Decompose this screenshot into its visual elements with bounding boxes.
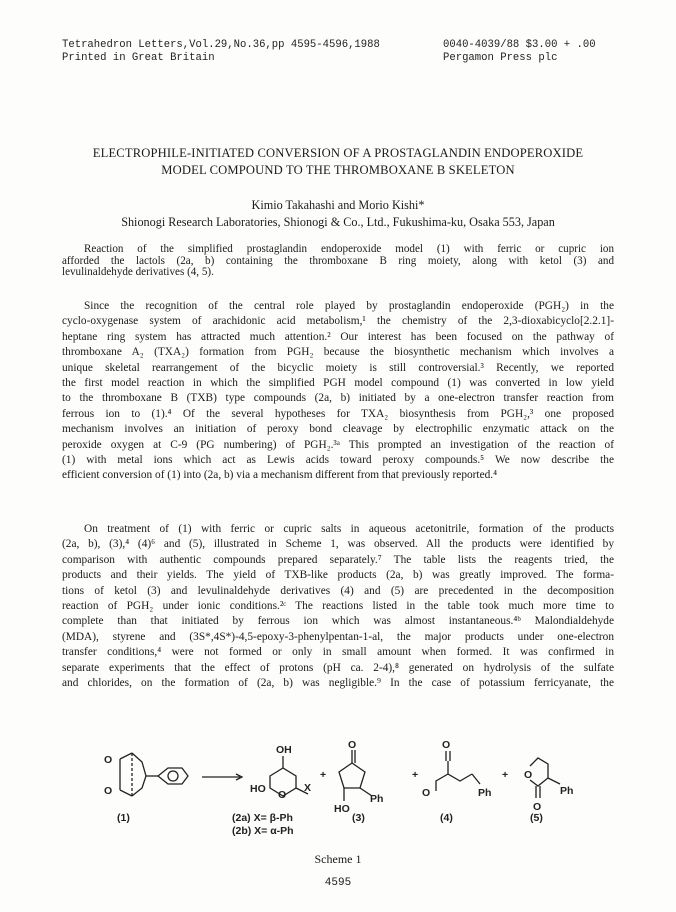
- plus-sign: +: [502, 769, 509, 781]
- body-line: reaction of PGH₂ under ionic conditions.²ᶜ The reactions listed in the table took much more time to: [62, 599, 614, 612]
- abstract-line: Reaction of the simplified prostaglandin endoperoxide model (1) with ferric or cupric ion: [84, 243, 614, 255]
- body-paragraph-1: [62, 299, 614, 484]
- body-line: (2a, b), (3),⁴ (4)⁶ and (5), illustrated in Scheme 1, was observed. All the products were identified by: [62, 538, 614, 551]
- compound-label-4: (4): [440, 812, 453, 824]
- body-line: comparison with authentic compounds prepared separately.⁷ The table lists the reagents tried, the: [62, 553, 614, 566]
- body-line: tions of ketol (3) and levulinaldehyde derivatives (4) and (5) are precedented in the decomposition: [62, 584, 614, 597]
- body-line: complete than that initiated by ferrous ion which was almost instantaneous.⁴ᵇ Malondialdehyde: [62, 615, 614, 628]
- printed-in-line: Printed in Great Britain: [62, 52, 215, 64]
- compound-label-2a: (2a) X= β-Ph: [232, 812, 293, 824]
- compound-2-structure: [270, 756, 308, 796]
- body-line: ferrous ion to (1).⁴ Of the several hypotheses for TXA₂ biosynthesis from PGH₂,³ one proposed: [62, 407, 614, 420]
- affiliation: Shionogi Research Laboratories, Shionogi & Co., Ltd., Fukushima-ku, Osaka 553, Japan: [121, 215, 555, 229]
- body-line: cyclo-oxygenase system of arachidonic acid metabolism,¹ the chemistry of the 2,3-dioxabicyclo[2.2.1]-: [62, 315, 614, 328]
- publisher-line: Pergamon Press plc: [443, 52, 558, 64]
- plus-sign: +: [320, 769, 327, 781]
- atom-label: X: [304, 782, 312, 794]
- atom-label: O: [348, 739, 357, 751]
- atom-label: O: [442, 739, 451, 751]
- citation-line: Tetrahedron Letters,Vol.29,No.36,pp 4595-4596,1988: [62, 39, 380, 51]
- abstract-line: levulinaldehyde derivatives (4, 5).: [62, 266, 214, 278]
- scheme-caption: Scheme 1: [314, 852, 362, 866]
- compound-label-3: (3): [352, 812, 365, 824]
- atom-label: Ph: [478, 787, 492, 799]
- compound-label-5: (5): [530, 812, 543, 824]
- body-line: peroxide oxygen at C-9 (PG numbering) of PGH₂.³ᵃ This prompted an investigation of the reaction of: [62, 438, 614, 451]
- atom-label: O: [104, 754, 113, 766]
- atom-label: HO: [250, 783, 266, 795]
- body-paragraph-2: [62, 522, 614, 691]
- issn-price-line: 0040-4039/88 $3.00 + .00: [443, 39, 596, 51]
- journal-code: [443, 39, 596, 65]
- title-line-1: ELECTROPHILE-INITIATED CONVERSION OF A PROSTAGLANDIN ENDOPEROXIDE: [92, 146, 584, 160]
- atom-label: Ph: [560, 785, 574, 797]
- compound-1-structure: [120, 753, 188, 796]
- abstract: [62, 244, 614, 279]
- atom-label: O: [422, 787, 431, 799]
- compound-4-structure: [436, 751, 480, 791]
- body-line: Since the recognition of the central role played by prostaglandin endoperoxide (PGH₂) in the: [84, 300, 614, 312]
- author-block: [30, 197, 646, 231]
- body-line: transfer conditions,⁴ were not formed or only in small amount when formed. It was confirmed in: [62, 646, 614, 659]
- atom-label: O: [524, 769, 533, 781]
- paper-title: [30, 145, 646, 179]
- atom-label: O: [104, 785, 113, 797]
- body-line: unique skeletal rearrangement of the bicyclic moiety is still controversial.³ Recently, we reported: [62, 361, 614, 374]
- body-line: products and their yields. The yield of TXB-like products (2a, b) was greatly improved. The forma-: [62, 569, 614, 582]
- atom-label: OH: [276, 744, 292, 756]
- title-line-2: MODEL COMPOUND TO THE THROMBOXANE B SKELETON: [161, 163, 515, 177]
- compound-label-1: (1): [117, 812, 130, 824]
- compound-label-2b: (2b) X= α-Ph: [232, 825, 294, 837]
- body-line: and chlorides, on the formation of (2a, b) was negligible.⁹ In the case of potassium ferricyanate, the: [62, 676, 614, 689]
- body-line: (MDA), styrene and (3S*,4S*)-4,5-epoxy-3-phenylpentan-1-al, the major products under one-electron: [62, 630, 614, 643]
- compound-5-structure: [530, 758, 560, 798]
- atom-label: HO: [334, 803, 350, 815]
- body-line: heptane ring system has attracted much attention.² Our interest has been focused on the pathway of: [62, 330, 614, 343]
- body-line: thromboxane A₂ (TXA₂) formation from PGH₂ because the biosynthetic mechanism which involves a: [62, 346, 614, 359]
- atom-label: Ph: [370, 793, 384, 805]
- page-number: 4595: [324, 877, 352, 889]
- abstract-line: afforded the lactols (2a, b) containing the thromboxane B ring moiety, along with ketol (3) and: [62, 254, 614, 267]
- body-line: mechanism involves an initiation of peroxy bond cleavage by electrophilic enzymatic attack on the: [62, 423, 614, 436]
- atom-label: O: [278, 789, 287, 801]
- compound-3-structure: [339, 750, 372, 801]
- plus-sign: +: [412, 769, 419, 781]
- body-line: the first model reaction in which the simplified PGH model compound (1) was converted in low yield: [62, 376, 614, 389]
- body-line: separate experiments that the effect of protons (pH ca. 2-4),⁸ generated on hydrolysis of the sulfate: [62, 661, 614, 674]
- atom-label: O: [533, 801, 542, 813]
- scheme-1-structures: [90, 696, 590, 866]
- body-line: On treatment of (1) with ferric or cupric salts in aqueous acetonitrile, formation of the products: [84, 523, 614, 535]
- body-line: to the thromboxane B (TXB) type compounds (2a, b) initiated by a one-electron transfer reaction from: [62, 392, 614, 405]
- body-line: (1) with metal ions which act as Lewis acids toward peroxy compounds.⁵ We now describe the: [62, 453, 614, 466]
- body-line: efficient conversion of (1) into (2a, b) via a mechanism different from that previously reported.⁴: [62, 469, 498, 482]
- journal-citation: [62, 39, 380, 65]
- authors: Kimio Takahashi and Morio Kishi*: [251, 198, 425, 212]
